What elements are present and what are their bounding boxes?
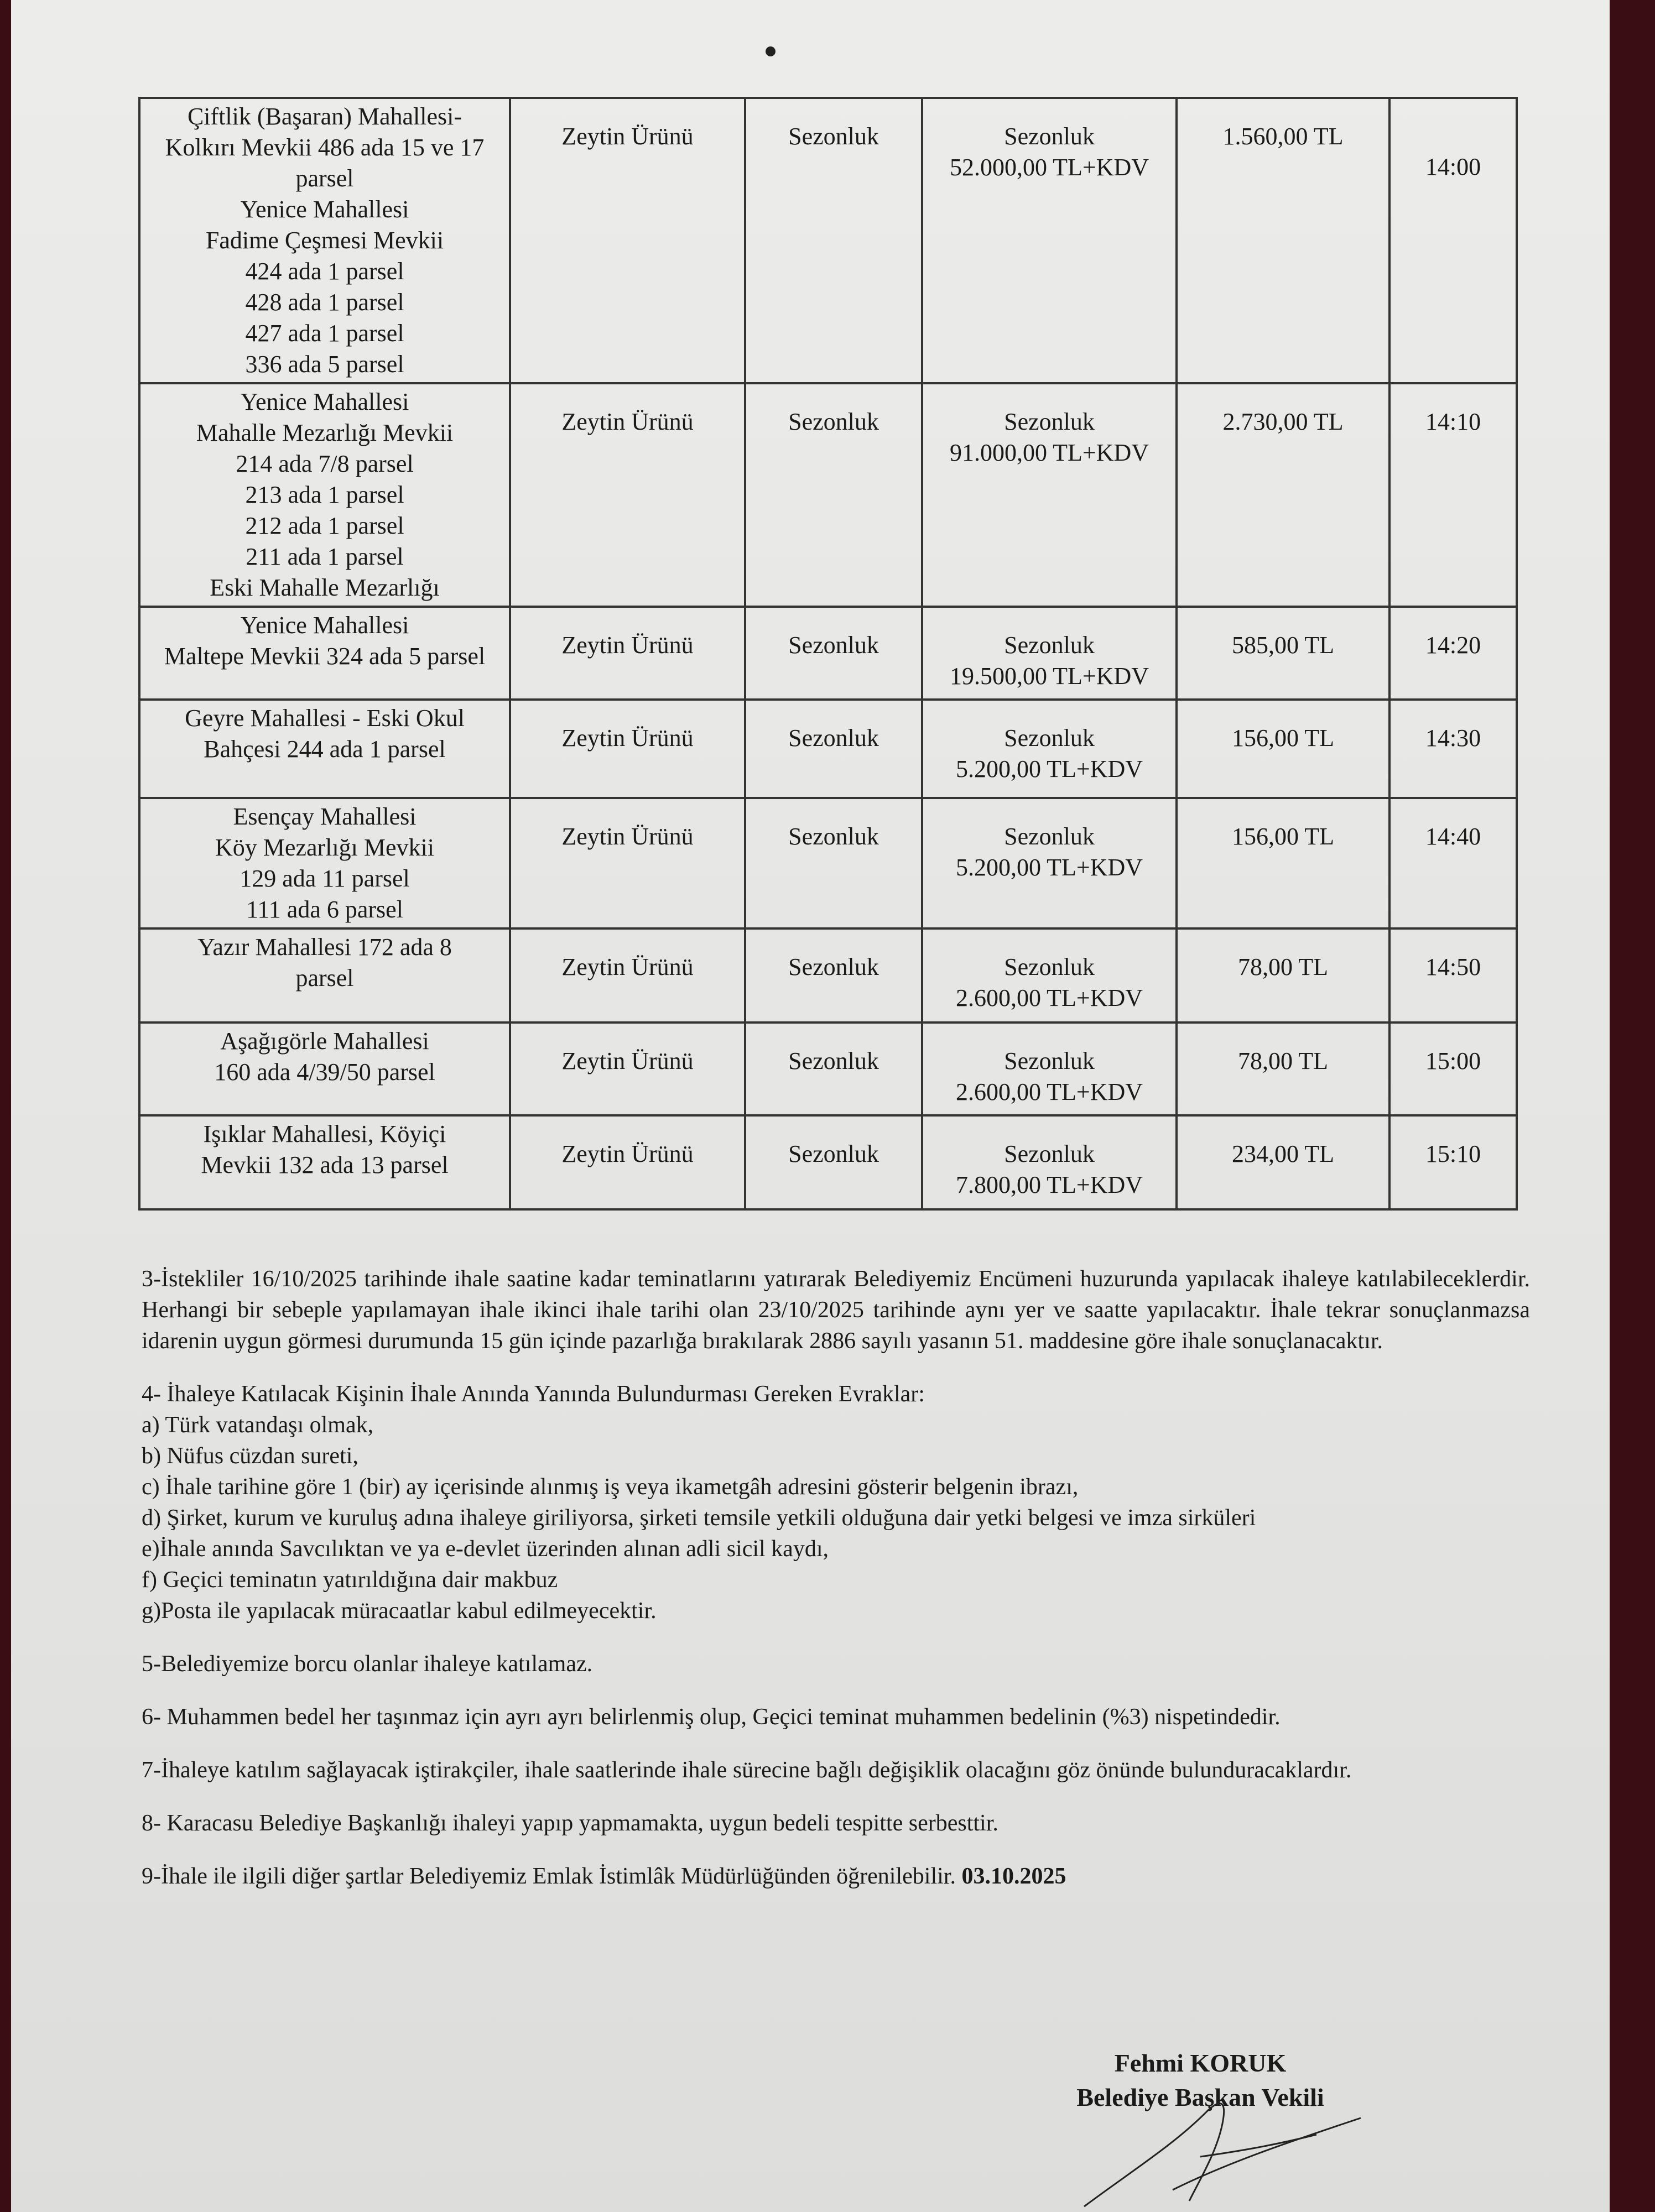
price-cell — [922, 383, 1177, 607]
tender-row — [139, 798, 1517, 928]
period-cell: Sezonluk — [745, 798, 922, 928]
tender-row — [139, 98, 1517, 383]
price-value: 52.000,00 TL+KDV — [949, 154, 1149, 181]
deposit-cell: 2.730,00 TL — [1177, 383, 1389, 607]
price-label: Sezonluk — [1004, 632, 1095, 659]
period-cell: Sezonluk — [745, 1115, 922, 1209]
location-line: parsel — [295, 165, 354, 192]
price-value: 2.600,00 TL+KDV — [955, 1078, 1143, 1105]
location-cell — [139, 928, 510, 1022]
price-value: 5.200,00 TL+KDV — [955, 755, 1143, 782]
time-cell: 14:20 — [1389, 607, 1517, 700]
tender-table — [138, 97, 1518, 1211]
tender-row — [139, 1022, 1517, 1115]
location-cell — [139, 798, 510, 928]
location-line: Yenice Mahallesi — [240, 612, 409, 639]
location-line: Bahçesi 244 ada 1 parsel — [204, 735, 446, 763]
location-line: 427 ada 1 parsel — [245, 320, 404, 347]
location-line: 212 ada 1 parsel — [245, 512, 404, 539]
thumbtack-icon — [766, 46, 776, 56]
location-line: 129 ada 11 parsel — [240, 865, 410, 892]
location-line: Geyre Mahallesi - Eski Okul — [185, 705, 465, 732]
location-line: Yenice Mahallesi — [240, 388, 409, 415]
price-label: Sezonluk — [1004, 724, 1095, 752]
location-line: 424 ada 1 parsel — [245, 258, 404, 285]
clause-4-item: f) Geçici teminatın yatırıldığına dair makbuz — [142, 1567, 558, 1593]
price-label: Sezonluk — [1004, 953, 1095, 980]
price-cell — [922, 928, 1177, 1022]
product-cell: Zeytin Ürünü — [510, 607, 745, 700]
location-line: 211 ada 1 parsel — [246, 543, 404, 570]
deposit-cell: 156,00 TL — [1177, 798, 1389, 928]
signer-title: Belediye Başkan Vekili — [1076, 2083, 1324, 2111]
handwritten-signature — [1062, 2079, 1372, 2212]
location-line: Esençay Mahallesi — [233, 803, 417, 830]
location-line: Fadime Çeşmesi Mevkii — [205, 227, 444, 254]
location-line: parsel — [295, 964, 354, 992]
tender-row — [139, 607, 1517, 700]
product-cell: Zeytin Ürünü — [510, 383, 745, 607]
clause-4-title: 4- İhaleye Katılacak Kişinin İhale Anında Yanında Bulundurması Gereken Evraklar: — [142, 1381, 925, 1407]
price-cell — [922, 98, 1177, 383]
price-cell — [922, 798, 1177, 928]
product-cell: Zeytin Ürünü — [510, 98, 745, 383]
price-value: 2.600,00 TL+KDV — [955, 984, 1143, 1011]
location-line: 213 ada 1 parsel — [245, 481, 404, 508]
price-cell — [922, 1115, 1177, 1209]
product-cell: Zeytin Ürünü — [510, 798, 745, 928]
deposit-cell: 156,00 TL — [1177, 700, 1389, 798]
location-line: 111 ada 6 parsel — [246, 896, 403, 923]
product-cell: Zeytin Ürünü — [510, 928, 745, 1022]
location-line: 336 ada 5 parsel — [245, 351, 404, 378]
location-cell — [139, 607, 510, 700]
location-line: Maltepe Mevkii 324 ada 5 parsel — [164, 643, 486, 670]
price-label: Sezonluk — [1004, 1140, 1095, 1167]
deposit-cell: 78,00 TL — [1177, 1022, 1389, 1115]
clause-6: 6- Muhammen bedel her taşınmaz için ayrı ayrı belirlenmiş olup, Geçici teminat muhammen bedelinin (%3) nispetindedir. — [142, 1704, 1281, 1730]
price-value: 19.500,00 TL+KDV — [949, 662, 1149, 690]
price-cell — [922, 607, 1177, 700]
period-cell: Sezonluk — [745, 700, 922, 798]
location-line: Kolkırı Mevkii 486 ada 15 ve 17 — [165, 134, 485, 161]
price-value: 5.200,00 TL+KDV — [955, 854, 1143, 881]
deposit-cell: 78,00 TL — [1177, 928, 1389, 1022]
tender-row — [139, 928, 1517, 1022]
product-cell: Zeytin Ürünü — [510, 1115, 745, 1209]
period-cell: Sezonluk — [745, 383, 922, 607]
time-cell: 15:00 — [1389, 1022, 1517, 1115]
tender-table-body — [139, 98, 1517, 1209]
clause-4 — [142, 1379, 1530, 1626]
period-cell: Sezonluk — [745, 98, 922, 383]
clause-3: 3-İstekliler 16/10/2025 tarihinde ihale saatine kadar teminatlarını yatırarak Belediyemiz Encümeni huzurunda yapılacak ihaleye katılabileceklerdir. Herhangi bir sebeple yapılamayan ihale ikinci ihale tarihi olan 23/10/2025 tarihinde aynı yer ve saatte yapılacaktır. İhale tekrar sonuçlanmazsa idarenin uygun görmesi durumunda 15 gün içinde pazarlığa bırakılarak 2886 sayılı yasanın 51. maddesine göre ihale sonuçlanacaktır. — [142, 1266, 1530, 1354]
location-line: 214 ada 7/8 parsel — [236, 450, 414, 477]
location-line: Aşağıgörle Mahallesi — [220, 1027, 429, 1055]
time-cell: 15:10 — [1389, 1115, 1517, 1209]
clause-9-text: 9-İhale ile ilgili diğer şartlar Belediyemiz Emlak İstimlâk Müdürlüğünden öğrenilebilir. — [142, 1864, 956, 1889]
price-label: Sezonluk — [1004, 1047, 1095, 1074]
tender-row — [139, 383, 1517, 607]
period-cell: Sezonluk — [745, 1022, 922, 1115]
period-cell: Sezonluk — [745, 607, 922, 700]
deposit-cell: 1.560,00 TL — [1177, 98, 1389, 383]
product-cell: Zeytin Ürünü — [510, 1022, 745, 1115]
clause-4-item: c) İhale tarihine göre 1 (bir) ay içerisinde alınmış iş veya ikametgâh adresini gösterir belgenin ibrazı, — [142, 1474, 1079, 1500]
location-line: 428 ada 1 parsel — [245, 289, 404, 316]
price-cell — [922, 700, 1177, 798]
clause-4-item: g)Posta ile yapılacak müracaatlar kabul edilmeyecektir. — [142, 1598, 657, 1624]
signer-name: Fehmi KORUK — [1114, 2049, 1287, 2077]
price-cell — [922, 1022, 1177, 1115]
clause-7: 7-İhaleye katılım sağlayacak iştirakçiler, ihale saatlerinde ihale sürecine bağlı değişiklik olacağını göz önünde bulunduracaklardır. — [142, 1757, 1352, 1783]
clause-9 — [142, 1861, 1530, 1892]
clause-4-item: a) Türk vatandaşı olmak, — [142, 1412, 374, 1438]
terms-section — [142, 1264, 1530, 1914]
location-line: Işıklar Mahallesi, Köyiçi — [203, 1120, 446, 1147]
notice-paper — [11, 0, 1610, 2212]
time-cell: 14:10 — [1389, 383, 1517, 607]
clause-8: 8- Karacasu Belediye Başkanlığı ihaleyi yapıp yapmamakta, uygun bedeli tespitte serbesttir. — [142, 1811, 998, 1836]
location-cell — [139, 98, 510, 383]
deposit-cell: 585,00 TL — [1177, 607, 1389, 700]
location-line: Köy Mezarlığı Mevkii — [215, 834, 434, 861]
time-cell: 14:50 — [1389, 928, 1517, 1022]
time-cell: 14:40 — [1389, 798, 1517, 928]
location-cell — [139, 1115, 510, 1209]
location-cell — [139, 700, 510, 798]
price-value: 7.800,00 TL+KDV — [955, 1171, 1143, 1198]
price-label: Sezonluk — [1004, 123, 1095, 150]
location-line: Çiftlik (Başaran) Mahallesi- — [187, 103, 462, 130]
period-cell: Sezonluk — [745, 928, 922, 1022]
location-line: Eski Mahalle Mezarlığı — [210, 574, 440, 601]
location-line: Yenice Mahallesi — [240, 196, 409, 223]
price-label: Sezonluk — [1004, 823, 1095, 850]
location-line: Yazır Mahallesi 172 ada 8 — [197, 933, 452, 961]
tender-row — [139, 700, 1517, 798]
location-line: Mevkii 132 ada 13 parsel — [201, 1151, 449, 1178]
document-date: 03.10.2025 — [961, 1864, 1066, 1889]
location-cell — [139, 1022, 510, 1115]
price-value: 91.000,00 TL+KDV — [949, 439, 1149, 466]
deposit-cell: 234,00 TL — [1177, 1115, 1389, 1209]
clause-4-item: e)İhale anında Savcılıktan ve ya e-devlet üzerinden alınan adli sicil kaydı, — [142, 1536, 829, 1562]
price-label: Sezonluk — [1004, 408, 1095, 435]
product-cell: Zeytin Ürünü — [510, 700, 745, 798]
clause-4-item: b) Nüfus cüzdan sureti, — [142, 1443, 358, 1469]
time-cell: 14:00 — [1389, 98, 1517, 383]
tender-row — [139, 1115, 1517, 1209]
location-line: Mahalle Mezarlığı Mevkii — [196, 419, 454, 446]
clause-5: 5-Belediyemize borcu olanlar ihaleye katılamaz. — [142, 1651, 593, 1677]
time-cell: 14:30 — [1389, 700, 1517, 798]
location-cell — [139, 383, 510, 607]
clause-4-item: d) Şirket, kurum ve kuruluş adına ihaleye giriliyorsa, şirketi temsile yetkili olduğuna dair yetki belgesi ve imza sirküleri — [142, 1505, 1256, 1531]
location-line: 160 ada 4/39/50 parsel — [214, 1058, 435, 1086]
